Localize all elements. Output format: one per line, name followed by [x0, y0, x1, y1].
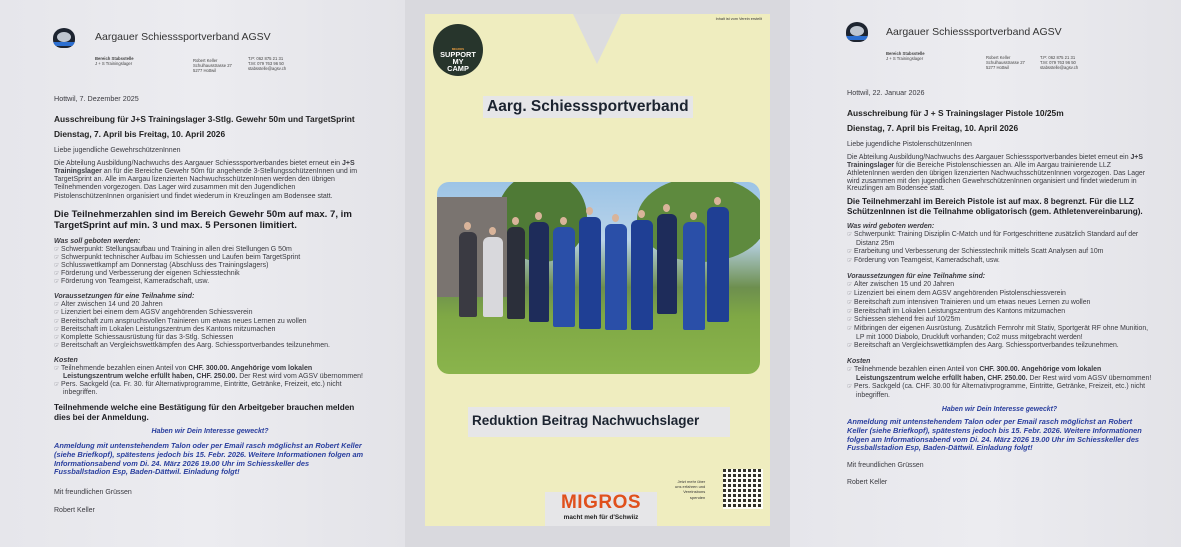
list-item: ☞ Schiessen stehend frei auf 10/25m	[847, 316, 1152, 325]
list-item: ☞ Bereitschaft zum anspruchsvollen Trainieren um etwas neues Lernen zu wollen	[54, 318, 366, 326]
department	[886, 51, 925, 61]
list-item: ☞ Bereitschaft zum intensiven Trainieren und um etwas neues Lernen zu wollen	[847, 299, 1152, 308]
requirements-heading: Voraussetzungen für eine Teilnahme sind:	[54, 293, 195, 301]
participant-limit: Die Teilnehmerzahlen sind im Bereich Gewehr 50m auf max. 7, im TargetSprint auf min. 3 und max. 5 Personen limitiert.	[54, 208, 352, 231]
letter-date: Hottwil, 7. Dezember 2025	[54, 94, 139, 103]
list-item: ☞ Erarbeitung und Verbesserung der Schiesstechnik mittels Scatt Analysen auf 10m	[847, 248, 1152, 257]
person-head	[714, 197, 721, 205]
text: T.M: 079 763 96 50	[1040, 60, 1076, 66]
closing: Mit freundlichen Grüssen	[54, 488, 132, 496]
person-head	[638, 210, 645, 218]
cost-item	[847, 366, 1152, 383]
interest-question: Haben wir Dein Interesse geweckt?	[941, 405, 1058, 413]
letter-body	[847, 89, 1152, 487]
requirements-heading: Voraussetzungen für eine Teilnahme sind:	[847, 272, 986, 280]
person-figure	[707, 207, 729, 322]
text: J + S Trainingslager	[95, 61, 133, 67]
person-figure	[459, 232, 477, 317]
letter-title: Ausschreibung für J + S Trainingslager Pistole 10/25m	[847, 107, 1064, 118]
cost-item: ☞ Pers. Sackgeld (ca. Fr. 30. für Alternativprogramme, Eintritte, Getränke, Freizeit, etc.) nicht inbegriffen.	[54, 381, 366, 397]
list-item: ☞ Förderung von Teamgeist, Kameradschaft, usw.	[54, 278, 366, 286]
department	[95, 56, 134, 66]
text: J+S Trainingslager	[847, 153, 1143, 169]
list-item: ☞ Förderung und Verbesserung der eigenen Schiesstechnik	[54, 270, 366, 278]
text: Der Rest wird vom AGSV übernommen!	[237, 373, 363, 381]
contact	[1040, 55, 1078, 71]
list-item: ☞ Alter zwischen 14 und 20 Jahren	[54, 301, 366, 309]
text: Jetzt mehr über	[677, 479, 706, 484]
agsv-logo	[53, 28, 75, 48]
greeting: Liebe jugendliche GewehrschützenInnen	[54, 147, 181, 155]
text: J+S Trainingslager	[54, 160, 355, 176]
text: für die Bereiche Pistolenschiessen an. Alle im Aargau trainierende LLZ AthletenInnen werden den übrigen lizenzierten NachwuchsschützenInnen vorgezogen. Das Lager wird zusammen mit den jugendlichen GewehrschützenInnen organisiert und findet wiederum in Kreuzlingen am Bodensee statt.	[847, 161, 1146, 193]
letter-dates: Dienstag, 7. April bis Freitag, 10. April 2026	[847, 122, 1019, 133]
signup-info: Anmeldung mit untenstehendem Talon oder per Email rasch möglichst an Robert Keller (siehe Briefkopf), spätestens jedoch bis 15. Febr. 2026. Weitere Informationen folgen am Informationsabend vom Di. 24. März 2026 19.00 Uhr im Schiesskeller des Fussballstadion Esp, Baden-Dättwil. Einladung folgt!	[847, 417, 1142, 453]
text: Die Abteilung Ausbildung/Nachwuchs des Aargauer Schiesssportverbandes bietet erneut ein	[54, 160, 342, 168]
text: Robert Keller	[986, 55, 1011, 60]
qr-code[interactable]	[723, 469, 763, 509]
text: 5277 Hottwil	[986, 65, 1010, 71]
list-item: ☞ Förderung von Teamgeist, Kameradschaft, usw.	[847, 257, 1152, 266]
text: Teilnehmende bezahlen einen Anteil von	[61, 364, 189, 372]
contact	[248, 56, 286, 72]
list-item: ☞ Bereitschaft im Lokalen Leistungszentrum des Kantons mitzumachen	[54, 326, 366, 334]
text: Bereich Stabsstelle	[95, 56, 134, 61]
person-figure	[553, 227, 575, 327]
letter-body	[54, 95, 366, 515]
text: Teilnehmende bezahlen einen Anteil von	[854, 365, 980, 373]
text: T.P: 062 875 21 31	[248, 56, 284, 61]
text: Der Rest wird vom AGSV übernommen!	[1027, 374, 1152, 382]
person-figure	[631, 220, 653, 330]
list-item: ☞ Bereitschaft an Vergleichswettkämpfen des Aarg. Schiessportverbandes teilzunehmen.	[847, 342, 1152, 351]
intro	[847, 154, 1152, 194]
person-head	[663, 204, 670, 212]
intro	[54, 160, 366, 200]
person-figure	[579, 217, 601, 329]
list-item: ☞ Lizenziert bei einem dem AGSV angehörenden Pistolenschiessverein	[847, 290, 1152, 299]
list-item: ☞ Schlusswettkampf am Donnerstag (Abschluss des Trainingslagers)	[54, 262, 366, 270]
letter-rifle	[0, 0, 405, 547]
person-figure	[529, 222, 549, 322]
team-photo	[437, 182, 760, 374]
list-item: ☞ Schwerpunkt technischer Aufbau im Schiessen und Laufen beim TargetSprint	[54, 254, 366, 262]
list-item: ☞ Bereitschaft im Lokalen Leistungszentrum des Kantons mitzumachen	[847, 308, 1152, 317]
text: CHF. 300.00. Angehörige vom lokalen Leistungszentrum welche erfüllt haben, CHF. 250.00.	[856, 365, 1102, 382]
list-item: ☞ Komplette Schiessausrüstung für das 3-Stlg. Schiessen	[54, 334, 366, 342]
text: an für die Bereiche Gewehr 50m für angehende 3-StellungsschützenInnen und im TargetSprint an. Alle im Aargau lizenzierten NachwuchsschützenInnen werden den übrigen Teilnehmenden vorgezogen. Das Lager wird zusammen mit den Jugendlichen PistolenschützenInnen organisiert und findet wiederum in Kreuzlingen am Bodensee statt.	[54, 168, 358, 200]
text: stabsstelle@agsv.ch	[1040, 65, 1079, 71]
agsv-logo	[846, 22, 868, 42]
person-figure	[507, 227, 525, 319]
poster-notch	[573, 14, 621, 64]
text: CHF. 300.00. Angehörige vom lokalen Leistungszentrum welche erfüllt haben, CHF. 250.00.	[63, 364, 313, 381]
list-item: ☞ Lizenziert bei einem dem AGSV angehörenden Schiessverein	[54, 309, 366, 317]
text: MIGROS	[560, 492, 642, 513]
closing: Mit freundlichen Grüssen	[847, 461, 924, 469]
cost-heading: Kosten	[54, 356, 78, 364]
text: Schulhausstrasse 27	[986, 60, 1025, 66]
person-head	[535, 212, 542, 220]
qr-caption	[675, 479, 705, 500]
greeting: Liebe jugendliche PistolenschützenInnen	[847, 140, 972, 148]
poster-subtitle: Reduktion Beitrag Nachwuchslager	[468, 407, 730, 437]
offer-heading: Was soll geboten werden:	[54, 237, 141, 245]
person-figure	[683, 222, 705, 330]
text: 5277 Hottwil	[193, 68, 217, 74]
text: T.M: 079 763 96 50	[248, 61, 284, 67]
text: MY	[452, 57, 464, 66]
org-name: Aargauer Schiesssportverband AGSV	[95, 31, 271, 43]
list-item: ☞ Schwerpunkt: Training Disziplin C-Match und für Fortgeschrittene zusätzlich Standard auf der Distanz 25m	[847, 231, 1152, 248]
address	[986, 55, 1025, 71]
list-item: ☞ Schwerpunkt: Stellungsaufbau und Training in allen drei Stellungen G 50m	[54, 246, 366, 254]
interest-question: Haben wir Dein Interesse geweckt?	[151, 428, 269, 436]
person-head	[586, 207, 593, 215]
offer-heading: Was wird geboten werden:	[847, 223, 935, 231]
text: macht meh für d'Schwiiz	[563, 514, 639, 521]
person-head	[612, 214, 619, 222]
text: Schulhausstrasse 27	[193, 63, 232, 69]
text: CAMP	[447, 64, 469, 73]
signature: Robert Keller	[54, 506, 95, 514]
signup-info: Anmeldung mit untenstehendem Talon oder per Email rasch möglichst an Robert Keller (siehe Briefkopf), spätestens jedoch bis 15. Febr. 2026. Weitere Informationen folgen am Informationsabend vom Di. 24. März 2026 19.00 Uhr im Schiesskeller des Fussballstadion Esp, Baden-Dättwil. Einladung folgt!	[54, 441, 364, 477]
credit-note: Inhalt ist vom Verein erstellt	[715, 17, 762, 21]
text: Robert Keller	[193, 58, 218, 63]
text: T.P: 062 875 21 31	[1040, 55, 1076, 60]
letter-dates: Dienstag, 7. April bis Freitag, 10. April 2026	[54, 129, 226, 140]
address	[193, 58, 232, 74]
letter-date: Hottwil, 22. Januar 2026	[847, 88, 925, 97]
participant-limit: Die Teilnehmerzahl im Bereich Pistole ist auf max. 8 begrenzt. Für die LLZ SchützenInnen ist die Teilnahme obligatorisch (gem. Athletenvereinbarung).	[847, 197, 1143, 216]
text: J + S Trainingslager	[886, 56, 924, 62]
text: SUPPORT	[440, 50, 476, 59]
text: Die Abteilung Ausbildung/Nachwuchs des Aargauer Schiesssportverbandes bietet erneut ein	[847, 153, 1131, 161]
text: Bereich Stabsstelle	[886, 51, 925, 56]
text: Vereinsbons	[683, 489, 706, 495]
person-head	[489, 227, 496, 235]
text: uns erfahren und	[675, 484, 706, 490]
list-item: ☞ Mitbringen der eigenen Ausrüstung. Zusätzlich Fernrohr mit Stativ, Sportgerät RF ohne Munition, LP mit 1000 Diabolo, Druckluft vorhanden; Co2 muss mitgebracht werden!	[847, 325, 1152, 342]
letter-title: Ausschreibung für J+S Trainingslager 3-Stlg. Gewehr 50m und TargetSprint	[54, 114, 355, 125]
migros-logo	[545, 492, 657, 526]
poster-title: Aarg. Schiesssportverband	[483, 96, 693, 118]
letter-pistol	[790, 0, 1181, 547]
employer-note: Teilnehmende welche eine Bestätigung für den Arbeitgeber brauchen melden dies bei der Anmeldung.	[54, 403, 355, 422]
support-my-camp-badge	[433, 24, 483, 76]
list-item: ☞ Bereitschaft an Vergleichswettkämpfen des Aarg. Schiessportverbandes teilzunehmen.	[54, 342, 366, 350]
migros-support-my-camp-poster	[425, 14, 770, 526]
person-figure	[605, 224, 627, 330]
cost-item	[54, 365, 366, 381]
list-item: ☞ Alter zwischen 15 und 20 Jahren	[847, 281, 1152, 290]
person-figure	[657, 214, 677, 314]
person-head	[690, 212, 697, 220]
text: spenden	[689, 494, 706, 500]
cost-heading: Kosten	[847, 358, 871, 366]
cost-item: ☞ Pers. Sackgeld (ca. CHF. 30.00 für Alternativprogramme, Eintritte, Getränke, Freizeit, etc.) nicht inbegriffen.	[847, 383, 1152, 400]
person-head	[560, 217, 567, 225]
text: stabsstelle@agsv.ch	[248, 66, 287, 72]
signature: Robert Keller	[847, 478, 888, 486]
person-head	[464, 222, 471, 230]
org-name: Aargauer Schiesssportverband AGSV	[886, 26, 1062, 38]
person-head	[512, 217, 519, 225]
person-figure	[483, 237, 503, 317]
text: MIGROS	[451, 47, 465, 51]
